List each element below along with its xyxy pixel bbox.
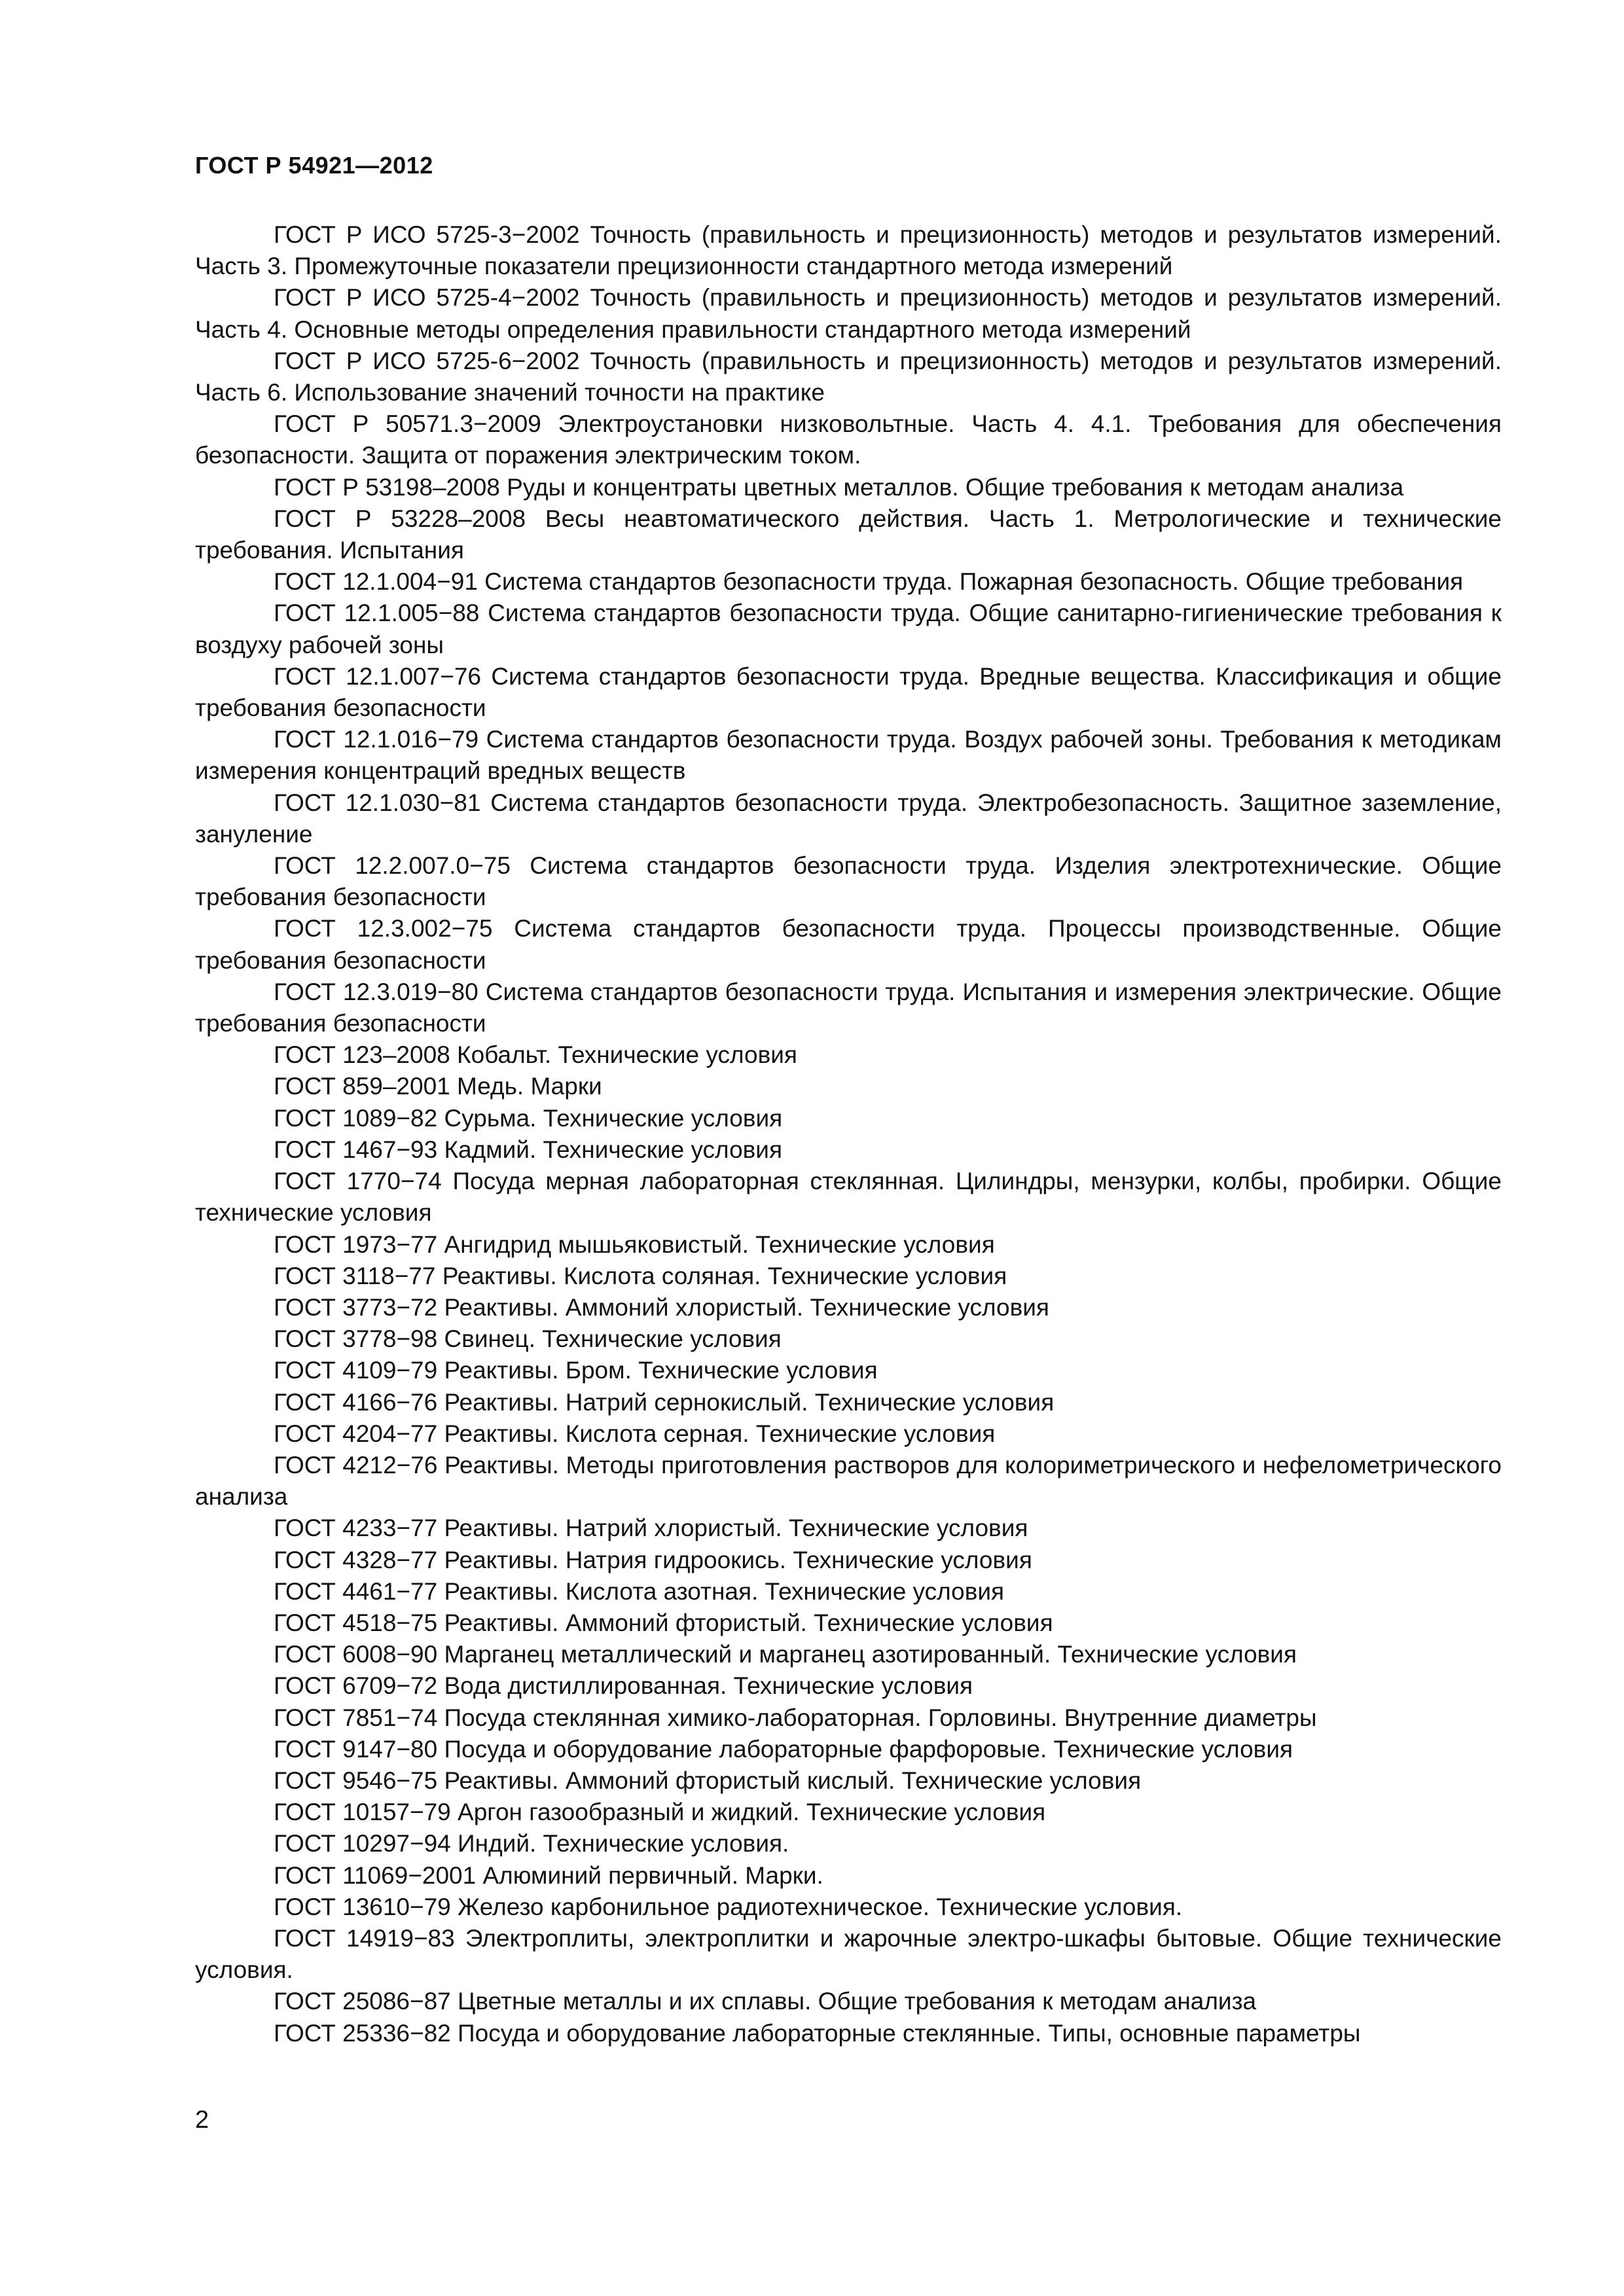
reference-entry: ГОСТ Р 53228–2008 Весы неавтоматического действия. Часть 1. Метрологические и технические требования. Испытания xyxy=(195,505,1502,564)
reference-entry: ГОСТ 1467−93 Кадмий. Технические условия xyxy=(274,1136,782,1163)
reference-entry: ГОСТ 7851−74 Посуда стеклянная химико-лабораторная. Горловины. Внутренние диаметры xyxy=(274,1704,1317,1731)
reference-entry: ГОСТ 1973−77 Ангидрид мышьяковистый. Технические условия xyxy=(274,1230,995,1258)
reference-entry: ГОСТ Р ИСО 5725-6−2002 Точность (правильность и прецизионность) методов и результатов измерений. Часть 6. Использование значений точности на практике xyxy=(195,347,1502,406)
reference-entry: ГОСТ Р 53198–2008 Руды и концентраты цветных металлов. Общие требования к методам анализа xyxy=(274,473,1404,501)
reference-entry: ГОСТ 13610−79 Железо карбонильное радиотехническое. Технические условия. xyxy=(274,1893,1183,1920)
reference-entry: ГОСТ 12.1.030−81 Система стандартов безопасности труда. Электробезопасность. Защитное заземление, зануление xyxy=(195,789,1502,848)
reference-entry: ГОСТ 12.1.004−91 Система стандартов безопасности труда. Пожарная безопасность. Общие требования xyxy=(274,568,1464,596)
normative-references-list xyxy=(195,219,1502,2049)
reference-entry: ГОСТ 1089−82 Сурьма. Технические условия xyxy=(274,1104,783,1132)
reference-entry: ГОСТ 4233−77 Реактивы. Натрий хлористый. Технические условия xyxy=(274,1515,1028,1542)
reference-entry: ГОСТ 9147−80 Посуда и оборудование лабораторные фарфоровые. Технические условия xyxy=(274,1735,1293,1763)
reference-entry: ГОСТ 3773−72 Реактивы. Аммоний хлористый. Технические условия xyxy=(274,1293,1049,1321)
reference-entry: ГОСТ 12.1.005−88 Система стандартов безопасности труда. Общие санитарно-гигиенические требования к воздуху рабочей зоны xyxy=(195,600,1502,658)
reference-entry: ГОСТ 25336−82 Посуда и оборудование лабораторные стеклянные. Типы, основные параметры xyxy=(274,2019,1361,2047)
reference-entry: ГОСТ 12.2.007.0−75 Система стандартов безопасности труда. Изделия электротехнические. Общие требования безопасности xyxy=(195,852,1502,911)
reference-entry: ГОСТ Р 50571.3−2009 Электроустановки низковольтные. Часть 4. 4.1. Требования для обеспечения безопасности. Защита от поражения электрическим током. xyxy=(195,410,1502,469)
reference-entry: ГОСТ 12.1.007−76 Система стандартов безопасности труда. Вредные вещества. Классификация и общие требования безопасности xyxy=(195,662,1502,722)
reference-entry: ГОСТ 3778−98 Свинец. Технические условия xyxy=(274,1325,782,1353)
standard-code: ГОСТ Р 54921—2012 xyxy=(195,152,433,179)
reference-entry: ГОСТ 123–2008 Кобальт. Технические условия xyxy=(274,1041,797,1069)
reference-entry: ГОСТ 25086−87 Цветные металлы и их сплавы. Общие требования к методам анализа xyxy=(274,1988,1257,2015)
reference-entry: ГОСТ 6709−72 Вода дистиллированная. Технические условия xyxy=(274,1672,973,1700)
reference-entry: ГОСТ 14919−83 Электроплиты, электроплитки и жарочные электро-шкафы бытовые. Общие технические условия. xyxy=(195,1924,1502,1984)
reference-entry: ГОСТ 11069−2001 Алюминий первичный. Марки. xyxy=(274,1861,823,1889)
reference-entry: ГОСТ 4328−77 Реактивы. Натрия гидроокись. Технические условия xyxy=(274,1546,1032,1573)
reference-entry: ГОСТ 12.3.002−75 Система стандартов безопасности труда. Процессы производственные. Общие требования безопасности xyxy=(195,915,1502,974)
reference-entry: ГОСТ 6008−90 Марганец металлический и марганец азотированный. Технические условия xyxy=(274,1641,1297,1668)
page-number: 2 xyxy=(195,2106,209,2134)
page-header xyxy=(195,152,433,179)
reference-entry: ГОСТ 4109−79 Реактивы. Бром. Технические условия xyxy=(274,1357,878,1384)
reference-entry: ГОСТ 4518−75 Реактивы. Аммоний фтористый. Технические условия xyxy=(274,1609,1053,1636)
reference-entry: ГОСТ 4461−77 Реактивы. Кислота азотная. Технические условия xyxy=(274,1577,1005,1605)
reference-entry: ГОСТ 10297−94 Индий. Технические условия. xyxy=(274,1830,789,1857)
reference-entry: ГОСТ Р ИСО 5725-3−2002 Точность (правильность и прецизионность) методов и результатов измерений. Часть 3. Промежуточные показатели прецизионности стандартного метода измерений xyxy=(195,221,1502,280)
reference-entry: ГОСТ 4166−76 Реактивы. Натрий сернокислый. Технические условия xyxy=(274,1388,1055,1416)
reference-entry: ГОСТ 4212−76 Реактивы. Методы приготовления растворов для колориметрического и нефелометрического анализа xyxy=(195,1451,1502,1511)
reference-entry: ГОСТ 4204−77 Реактивы. Кислота серная. Технические условия xyxy=(274,1420,996,1447)
reference-entry: ГОСТ 3118−77 Реактивы. Кислота соляная. Технические условия xyxy=(274,1262,1007,1289)
reference-entry: ГОСТ 9546−75 Реактивы. Аммоний фтористый кислый. Технические условия xyxy=(274,1767,1142,1794)
reference-entry: ГОСТ 12.1.016−79 Система стандартов безопасности труда. Воздух рабочей зоны. Требования к методикам измерения концентраций вредных веществ xyxy=(195,726,1502,785)
reference-entry: ГОСТ 1770−74 Посуда мерная лабораторная стеклянная. Цилиндры, мензурки, колбы, пробирки. Общие технические условия xyxy=(195,1168,1502,1227)
reference-entry: ГОСТ 10157−79 Аргон газообразный и жидкий. Технические условия xyxy=(274,1799,1046,1826)
reference-entry: ГОСТ 859–2001 Медь. Марки xyxy=(274,1073,602,1100)
reference-entry: ГОСТ Р ИСО 5725-4−2002 Точность (правильность и прецизионность) методов и результатов измерений. Часть 4. Основные методы определения правильности стандартного метода измерений xyxy=(195,284,1502,343)
reference-entry: ГОСТ 12.3.019−80 Система стандартов безопасности труда. Испытания и измерения электрические. Общие требования безопасности xyxy=(195,978,1502,1037)
